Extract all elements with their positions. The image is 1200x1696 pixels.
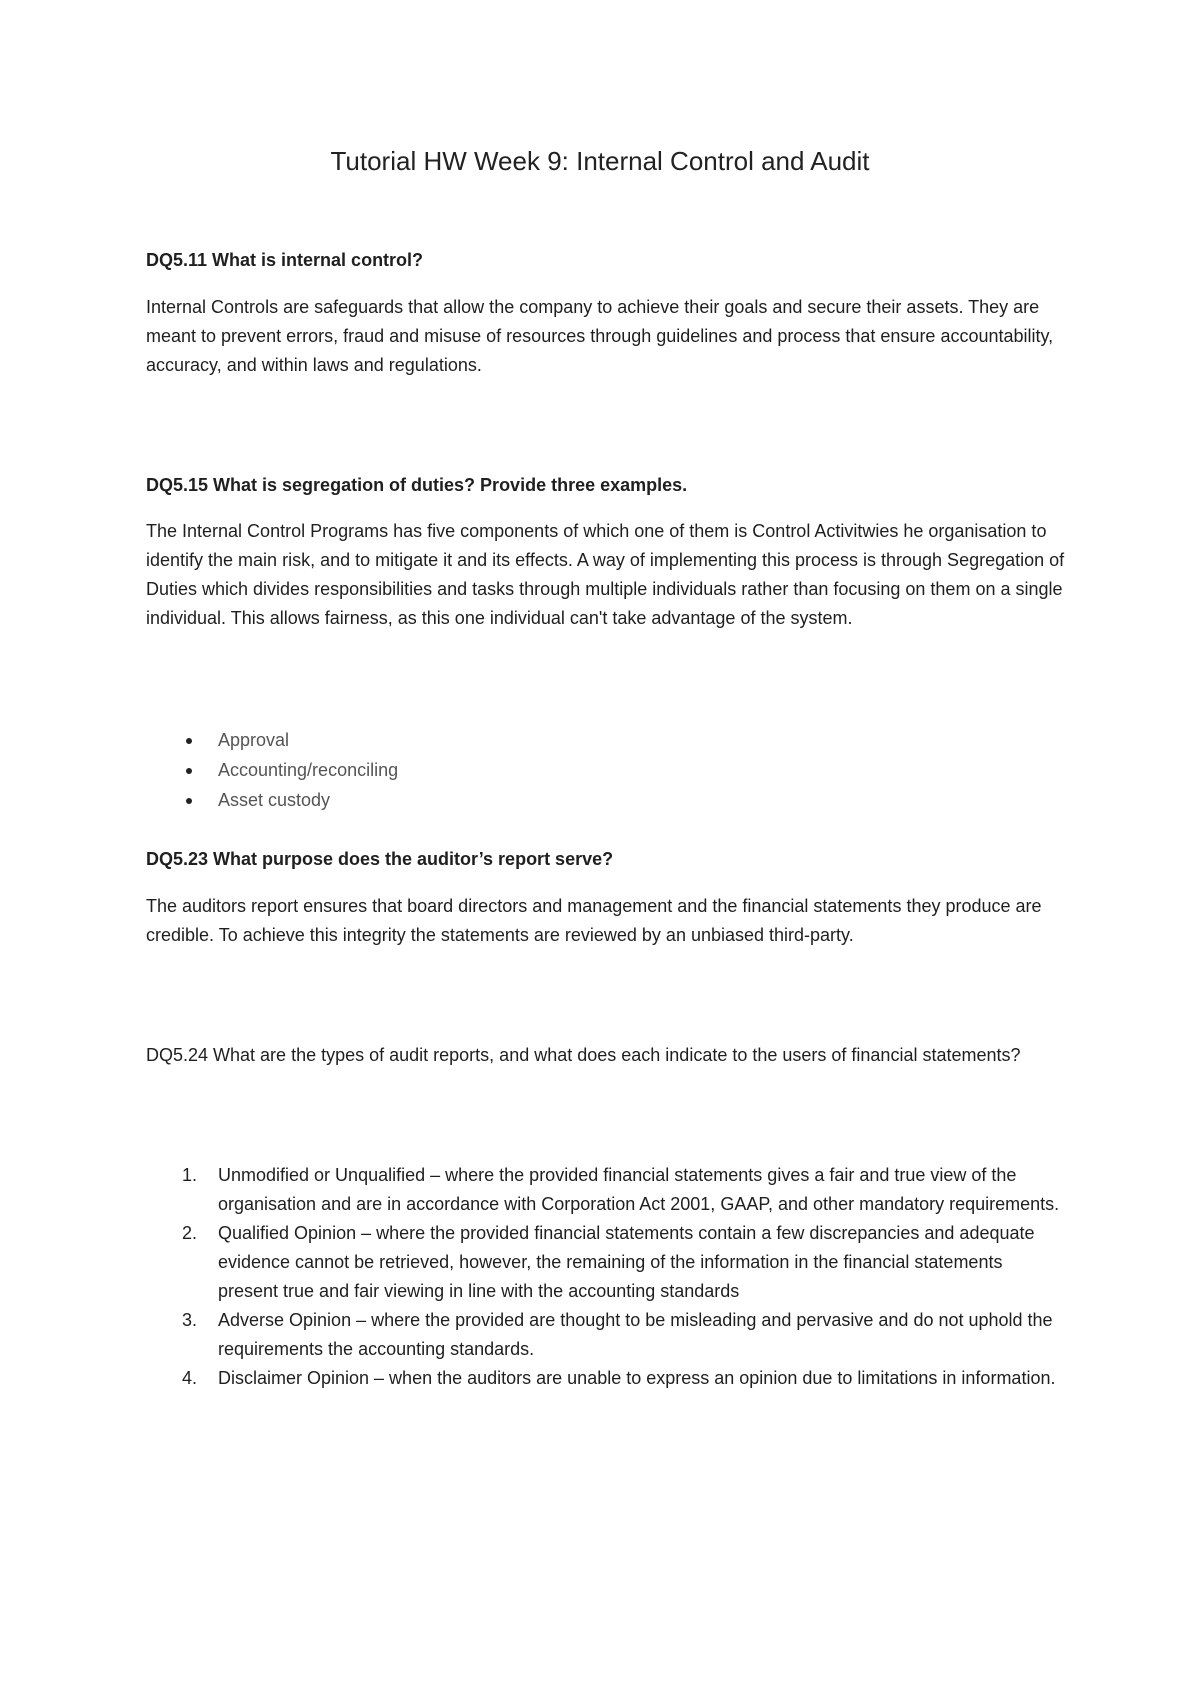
- list-item: [146, 1219, 1066, 1306]
- bullet-icon: [186, 798, 192, 804]
- answer-dq5-15: The Internal Control Programs has five components of which one of them is Control Activitwies he organisation to identify the main risk, and to mitigate it and its effects. A way of implementing this process is through Segregation of Duties which divides responsibilities and tasks through multiple individuals rather than focusing on them on a single individual. This allows fairness, as this one individual can't take advantage of the system.: [146, 521, 1065, 628]
- bullet-icon: [186, 738, 192, 744]
- audit-report-types-list: [146, 1161, 1066, 1393]
- answer-dq5-11: Internal Controls are safeguards that allow the company to achieve their goals and secure their assets. They are meant to prevent errors, fraud and misuse of resources through guidelines and process that ensure accountability, accuracy, and within laws and regulations.: [146, 297, 1054, 375]
- question-dq5-11: DQ5.11 What is internal control?: [146, 250, 424, 270]
- list-item-text: Unmodified or Unqualified – where the provided financial statements gives a fair and true view of the organisation and are in accordance with Corporation Act 2001, GAAP, and other mandatory requirements.: [218, 1165, 1060, 1214]
- page-title: Tutorial HW Week 9: Internal Control and Audit: [330, 146, 870, 176]
- list-item-text: Disclaimer Opinion – when the auditors are unable to express an opinion due to limitations in information.: [218, 1368, 1056, 1388]
- list-item: [146, 755, 1046, 785]
- question-dq5-23: DQ5.23 What purpose does the auditor’s report serve?: [146, 849, 614, 869]
- list-item-text: Asset custody: [218, 790, 331, 810]
- list-item-number: 4.: [182, 1368, 198, 1388]
- question-dq5-15: DQ5.15 What is segregation of duties? Provide three examples.: [146, 475, 688, 495]
- list-item: [146, 1364, 1066, 1393]
- list-item-number: 1.: [182, 1165, 198, 1185]
- list-item-text: Adverse Opinion – where the provided are thought to be misleading and pervasive and do not uphold the requirements the accounting standards.: [218, 1310, 1053, 1359]
- list-item-text: Qualified Opinion – where the provided financial statements contain a few discrepancies and adequate evidence cannot be retrieved, however, the remaining of the information in the financial statements present true and fair viewing in line with the accounting standards: [218, 1223, 1035, 1301]
- list-item-text: Approval: [218, 730, 290, 750]
- examples-list: [146, 725, 1046, 815]
- list-item-number: 3.: [182, 1310, 198, 1330]
- list-item-text: Accounting/reconciling: [218, 760, 399, 780]
- list-item: [146, 785, 1046, 815]
- question-dq5-24: DQ5.24 What are the types of audit reports, and what does each indicate to the users of financial statements?: [146, 1045, 1021, 1065]
- list-item: [146, 1306, 1066, 1364]
- list-item-number: 2.: [182, 1223, 198, 1243]
- list-item: [146, 1161, 1066, 1219]
- bullet-icon: [186, 768, 192, 774]
- list-item: [146, 725, 1046, 755]
- answer-dq5-23: The auditors report ensures that board directors and management and the financial statements they produce are credible. To achieve this integrity the statements are reviewed by an unbiased third-party.: [146, 896, 1042, 945]
